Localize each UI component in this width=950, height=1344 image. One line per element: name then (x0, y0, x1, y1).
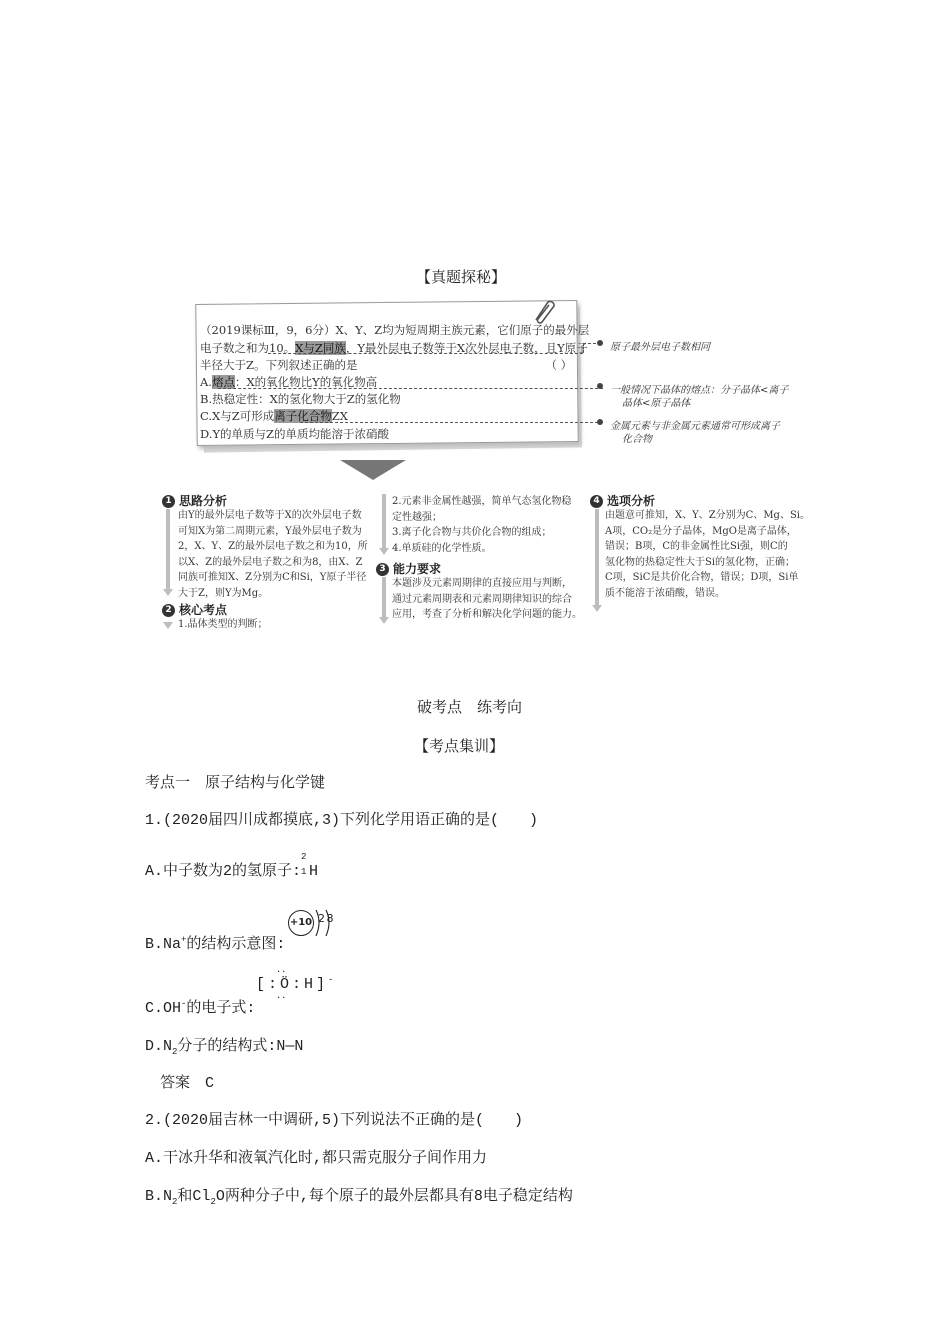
electron-formula (256, 975, 336, 993)
q1-option-c-b: 的电子式: (186, 1000, 256, 1017)
analysis-4-title (590, 492, 655, 509)
analysis-1-line: 以X、Z的最外层电子数之和为8，由X、Z (178, 556, 363, 568)
q1-option-c-a: C.OH (145, 1000, 182, 1017)
heading-training: 【考点集训】 (414, 737, 505, 755)
analysis-3-title-text: 能力要求 (393, 562, 442, 576)
analysis-4-title-text: 选项分析 (607, 494, 656, 508)
exam-line-3-a: 半径大于Z。下列叙述正确的是 (200, 358, 358, 372)
q2-sub-1: 2 (172, 1197, 178, 1207)
isotope-notation (301, 852, 309, 877)
q1-answer: 答案 C (160, 1075, 215, 1092)
step-1-badge: 1 (162, 495, 175, 508)
exam-line-1: （2019课标Ⅲ，9，6分）X、Y、Z均为短周期主族元素，它们原子的最外层 (200, 323, 590, 337)
analysis-4-line: 由题意可推知，X、Y、Z分别为C、Mg、Si。 (605, 510, 811, 521)
analysis-4-bar (595, 509, 599, 605)
nucleus-circle: +10 (288, 910, 314, 936)
analysis-1-title-text: 思路分析 (179, 494, 228, 508)
lone-pair-top: ·· (277, 967, 288, 978)
electron-shells-icon (312, 904, 338, 944)
highlight-same-group: X与Z同族 (295, 341, 346, 355)
analysis-1-body (178, 508, 368, 601)
analysis-3-body (392, 576, 582, 623)
connector-2 (218, 388, 603, 389)
q1-option-c (145, 996, 255, 1017)
paperclip-icon (530, 296, 556, 324)
note-melting-2: 晶体<原子晶体 (622, 398, 691, 409)
option-a-text: ：X的氧化物比Y的氧化物高 (234, 375, 378, 389)
note-melting-1: 一般情况下晶体的熔点：分子晶体<离子 (610, 385, 789, 396)
analysis-1-line: 同族可推知X、Z分别为C和Si，Y原子半径 (178, 572, 367, 583)
analysis-4-line: 质不能溶于浓硝酸，错误。 (605, 587, 725, 599)
lone-pair-bottom: ·· (277, 993, 288, 1004)
atomic-number: 1 (301, 867, 307, 877)
analysis-1-arrow (163, 589, 173, 596)
option-a-label: A. (200, 375, 212, 389)
q2-option-b-a: B.N (145, 1188, 173, 1205)
analysis-2-title-text: 核心考点 (179, 603, 228, 617)
q2-option-b (145, 1184, 573, 1207)
analysis-1-line: 由Y的最外层电子数等于X的次外层电子数 (178, 510, 362, 521)
q1-option-d (145, 1034, 303, 1057)
section-title: 【真题探秘】 (416, 268, 507, 286)
analysis-2b-line: 3.离子化合物与共价化合物的组成； (392, 527, 552, 538)
note-ionic-2: 化合物 (622, 434, 652, 445)
q1-stem: 1.(2020届四川成都摸底,3)下列化学用语正确的是( ) (145, 812, 539, 829)
analysis-1-bar (166, 509, 170, 589)
charge-sup: + (181, 935, 187, 945)
connector-3 (300, 422, 603, 423)
analysis-2b-line: 4.单质硅的化学性质。 (392, 542, 492, 554)
q1-option-b (145, 932, 285, 953)
connector-dot-1 (597, 340, 603, 346)
down-triangle-icon (340, 460, 406, 482)
highlight-ionic-compound: 离子化合物 (274, 409, 332, 423)
exam-line-2-a: 电子数之和为10。 (200, 341, 296, 355)
element-symbol: H (309, 863, 319, 880)
analysis-1-line: 2，X、Y、Z的最外层电子数之和为10，所 (178, 541, 368, 552)
analysis-2b-line: 2.元素非金属性越强，简单气态氢化物稳 (392, 496, 572, 507)
q2-option-b-c: O两种分子中,每个原子的最外层都具有8电子稳定结构 (215, 1188, 573, 1205)
analysis-2b-body (392, 494, 572, 556)
analysis-4-line: 错误；B项，C的非金属性比Si强，则C的 (605, 541, 788, 552)
n2-subscript: 2 (172, 1047, 178, 1057)
q1-option-d-a: D.N (145, 1038, 173, 1055)
analysis-4-line: A项，CO₂是分子晶体，MgO是离子晶体， (605, 525, 797, 537)
electron-formula-body: [:Ö:H] (256, 976, 329, 993)
q2-stem: 2.(2020届吉林一中调研,5)下列说法不正确的是( ) (145, 1112, 524, 1129)
exam-line-3 (200, 357, 572, 373)
analysis-3-line: 本题涉及元素周期律的直接应用与判断， (392, 578, 572, 589)
q1-option-b-b: 的结构示意图: (186, 936, 286, 953)
analysis-3-title (376, 560, 441, 577)
analysis-1-title (162, 492, 227, 509)
connector-1 (268, 353, 583, 354)
analysis-1-line: 大于Z，则Y为Mg。 (178, 587, 269, 599)
option-c-b: ZX (331, 409, 348, 423)
exam-option-d: D.Y的单质与Z的单质均能溶于浓硝酸 (200, 427, 390, 441)
q1-option-d-b: 分子的结构式:N—N (177, 1038, 304, 1055)
analysis-4-arrow (592, 605, 602, 612)
connector-dot-3 (597, 419, 603, 425)
q1-option-a-text: A.中子数为2的氢原子: (145, 863, 302, 880)
analysis-3-line: 通过元素周期表和元素周期律知识的综合 (392, 593, 572, 605)
exam-line-2-b: ，Y最外层电子数等于X次外层电子数，且Y原子 (345, 341, 588, 355)
electron-formula-charge: - (328, 975, 337, 985)
q1-option-a (145, 852, 319, 880)
analysis-2b-arrow (379, 548, 389, 555)
analysis-3-bar (382, 577, 386, 617)
analysis-3-line: 应用，考查了分析和解决化学问题的能力。 (392, 609, 582, 620)
analysis-2-title (162, 601, 227, 618)
analysis-2b-bar (382, 494, 386, 548)
shell-electrons: 2 8 (318, 912, 333, 925)
q2-option-a: A.干冰升华和液氧汽化时,都只需克服分子间作用力 (145, 1150, 488, 1167)
hydroxide-charge: - (181, 999, 187, 1009)
mass-number: 2 (301, 852, 307, 862)
topic-title: 考点一 原子结构与化学键 (145, 773, 326, 791)
analysis-4-line: 氢化物的热稳定性大于Si的氢化物，正确； (605, 556, 796, 568)
option-c-a: C.X与Z可形成 (200, 409, 275, 423)
analysis-4-body (605, 508, 810, 601)
analysis-2-arrow (163, 622, 173, 629)
exam-answer-blank: （ ） (545, 358, 573, 372)
q2-option-b-b: 和Cl (177, 1188, 211, 1205)
analysis-2b-line: 定性越强； (392, 511, 442, 523)
q1-option-b-a: B.Na (145, 936, 182, 953)
analysis-2-line: 1.晶体类型的判断； (178, 619, 268, 630)
connector-dot-2 (597, 383, 603, 389)
analysis-4-line: C项，SiC是共价化合物，错误；D项，Si单 (605, 572, 799, 583)
exam-option-b: B.热稳定性：X的氢化物大于Z的氢化物 (200, 392, 401, 406)
analysis-3-arrow (379, 617, 389, 624)
step-3-badge: 3 (376, 563, 389, 576)
step-4-badge: 4 (590, 495, 603, 508)
note-ionic-1: 金属元素与非金属元素通常可形成离子 (610, 421, 780, 432)
step-2-badge: 2 (162, 604, 175, 617)
analysis-1-line: 可知X为第二周期元素，Y最外层电子数为 (178, 525, 362, 537)
heading-practice: 破考点 练考向 (417, 698, 523, 716)
note-same-electrons: 原子最外层电子数相同 (610, 342, 710, 353)
connector-1-v (583, 343, 584, 353)
q2-sub-2: 2 (210, 1197, 216, 1207)
highlight-melting-point: 熔点 (211, 375, 235, 389)
